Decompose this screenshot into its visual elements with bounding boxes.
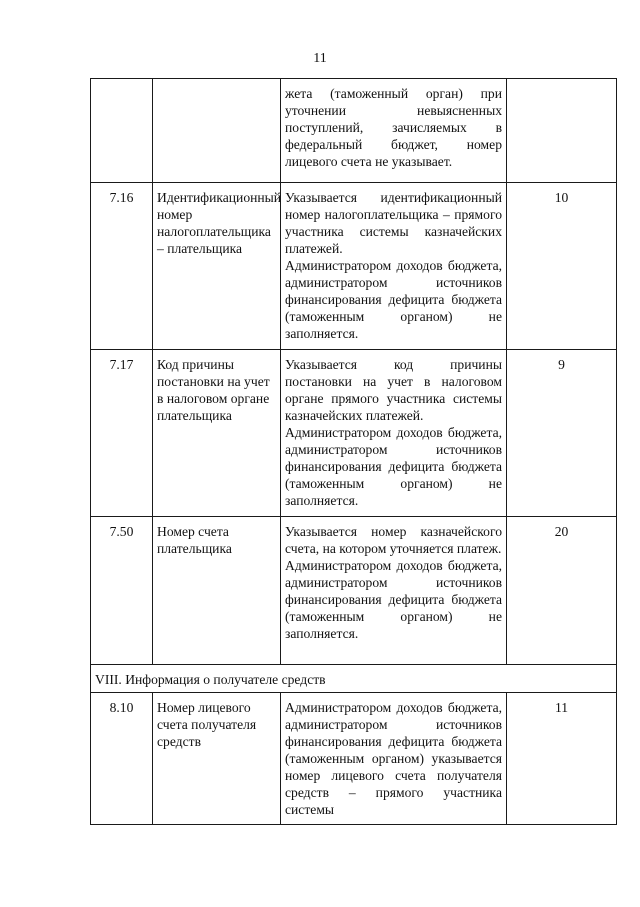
row-description-cell: [281, 517, 507, 665]
row-length-cell: 20: [507, 517, 617, 665]
table-row-8-10: [91, 693, 617, 825]
row-description-cell: [281, 183, 507, 350]
section-header-row: [91, 665, 617, 693]
row-length-cell: 11: [507, 693, 617, 825]
row-number-cell: 7.17: [91, 350, 153, 517]
row-number-cell: [91, 79, 153, 183]
row-description-paragraph: Администратором доходов бюджета, администратором источников финансирования дефицита бюджета (таможенным органом) не заполняется.: [285, 425, 502, 508]
row-length-cell: 9: [507, 350, 617, 517]
row-description-paragraph: Указывается номер казначейского счета, на котором уточняется платеж.: [285, 524, 502, 556]
table-row-7-17: [91, 350, 617, 517]
row-length-cell: [507, 79, 617, 183]
row-name-cell: Код причины постановки на учет в налоговом органе плательщика: [153, 350, 281, 517]
row-description-cell: [281, 693, 507, 825]
row-description-paragraph: Администратором доходов бюджета, администратором источников финансирования дефицита бюджета (таможенным органом) не заполняется.: [285, 258, 502, 341]
table-row-7-50: [91, 517, 617, 665]
row-description-cell: [281, 350, 507, 517]
row-description-text: жета (таможенный орган) при уточнении невыясненных поступлений, зачисляемых в федеральный бюджет, номер лицевого счета не указывает.: [285, 86, 502, 169]
row-name-cell: Номер лицевого счета получателя средств: [153, 693, 281, 825]
table-row-7-16: [91, 183, 617, 350]
row-description-paragraph: Указывается код причины постановки на учет в налоговом органе прямого участника системы казначейских платежей.: [285, 357, 502, 423]
row-description-paragraph: Администратором доходов бюджета, администратором источников финансирования дефицита бюджета (таможенным органом) не заполняется.: [285, 558, 502, 641]
section-title: VIII. Информация о получателе средств: [91, 665, 617, 693]
row-number-cell: 7.50: [91, 517, 153, 665]
row-name-cell: [153, 79, 281, 183]
page-number: 11: [313, 51, 327, 66]
row-number-cell: 8.10: [91, 693, 153, 825]
row-length-cell: 10: [507, 183, 617, 350]
row-description-paragraph: Указывается идентификационный номер налогоплательщика – прямого участника системы казначейских платежей.: [285, 190, 502, 256]
row-name-cell: Номер счета плательщика: [153, 517, 281, 665]
field-description-table: [90, 78, 617, 825]
table-row-continuation: [91, 79, 617, 183]
row-description-cell: [281, 79, 507, 183]
row-number-cell: 7.16: [91, 183, 153, 350]
row-description-text: Администратором доходов бюджета, администратором источников финансирования дефицита бюджета (таможенным органом) указывается номер лицевого счета получателя средств – прямого участника системы: [285, 700, 502, 817]
row-name-cell: Идентификационный номер налогоплательщика – плательщика: [153, 183, 281, 350]
